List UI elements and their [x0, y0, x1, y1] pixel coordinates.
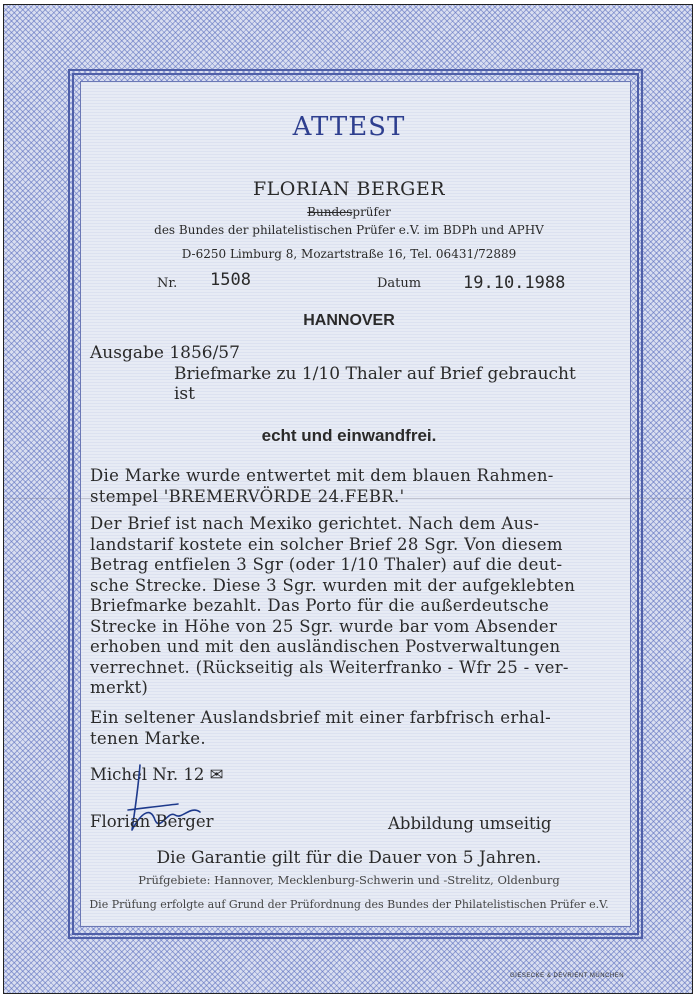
certificate-date: 19.10.1988	[463, 273, 566, 293]
rarity-paragraph: Ein seltener Auslandsbrief mit einer farbfrisch erhal- tenen Marke.	[90, 708, 552, 748]
examiner-address: D-6250 Limburg 8, Mozartstraße 16, Tel. 06431/72889	[181, 247, 517, 261]
signer-name: Florian Berger	[90, 812, 214, 831]
illustration-note: Abbildung umseitig	[388, 814, 552, 833]
cancellation-paragraph: Die Marke wurde entwertet mit dem blauen Rahmen- stempel 'BREMERVÖRDE 24.FEBR.'	[90, 466, 554, 506]
country-heading: HANNOVER	[303, 312, 395, 329]
examination-areas: Prüfgebiete: Hannover, Mecklenburg-Schwerin und -Strelitz, Oldenburg	[138, 873, 560, 887]
organization-line: des Bundes der philatelistischen Prüfer e.V. im BDPh und APHV	[154, 223, 544, 237]
printer-imprint: GIESECKE & DEVRIENT MÜNCHEN	[510, 973, 625, 979]
examiner-role	[0, 205, 698, 219]
date-label: Datum	[377, 276, 422, 291]
regulation-note: Die Prüfung erfolgte auf Grund der Prüfordnung des Bundes der Philatelistischen Prüfer e.V.	[89, 898, 609, 911]
role-struck-text: Bundes	[307, 205, 353, 219]
item-description: Briefmarke zu 1/10 Thaler auf Brief gebraucht	[174, 364, 576, 384]
verdict: echt und einwandfrei.	[261, 426, 437, 445]
guarantee-line: Die Garantie gilt für die Dauer von 5 Jahren.	[156, 848, 542, 868]
certificate-title: ATTEST	[292, 112, 406, 142]
certificate-number: 1508	[210, 270, 251, 290]
issue-line: Ausgabe 1856/57	[90, 343, 240, 363]
number-label: Nr.	[157, 276, 178, 291]
item-description-end: ist	[174, 384, 195, 404]
examiner-name: FLORIAN BERGER	[252, 178, 446, 200]
role-rest-text: prüfer	[352, 205, 391, 219]
postal-history-paragraph: Der Brief ist nach Mexiko gerichtet. Nach dem Aus- landstarif kostete ein solcher Brief 28 Sgr. Von diesem Betrag entfielen 3 Sgr (oder 1/10 Thaler) auf die deut- sche Strecke. Diese 3 Sgr. wurden mit der aufgeklebten Briefmarke bezahlt. Das Porto für die außerdeutsche Strecke in Höhe von 25 Sgr. wurde bar vom Absender erhoben und mit den ausländischen Postverwaltungen verrechnet. (Rückseitig als Weiterfranko - Wfr 25 - ver- merkt)	[90, 514, 576, 697]
michel-number: Michel Nr. 12 ✉	[90, 765, 224, 784]
